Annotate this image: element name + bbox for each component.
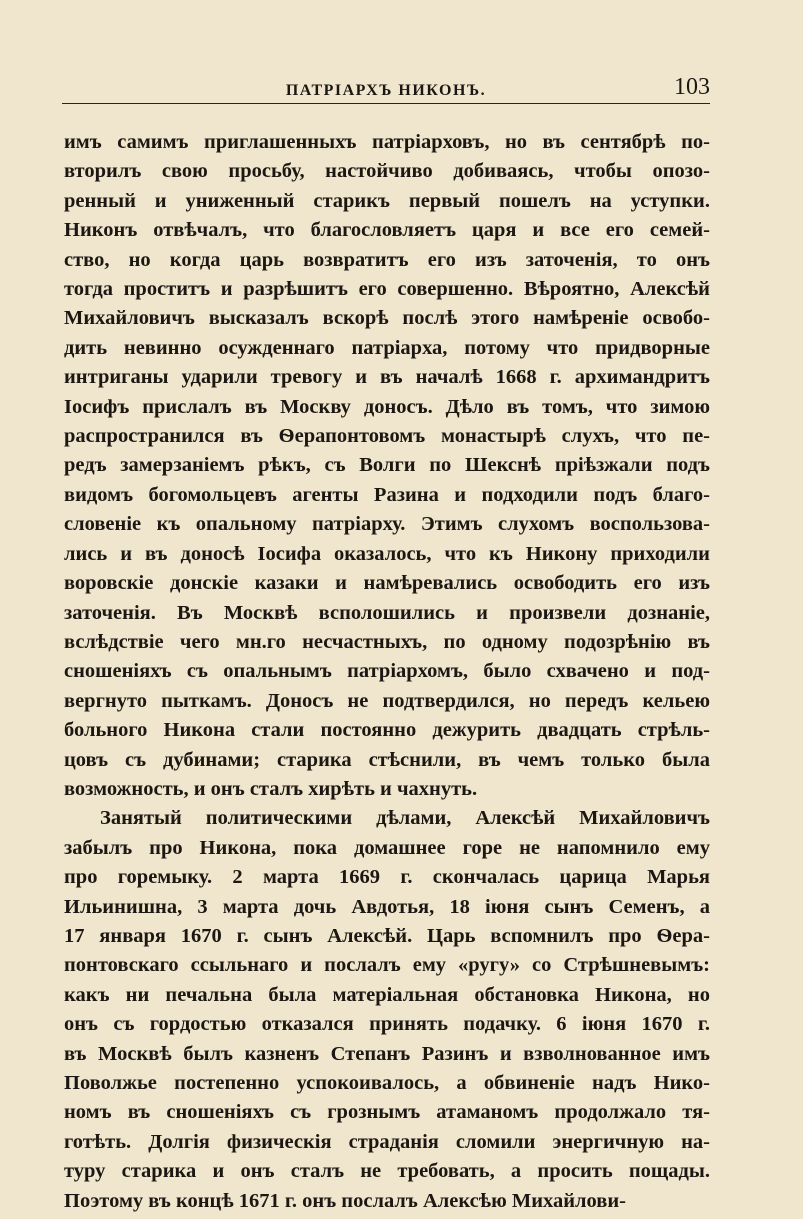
text-line: Поволжье постепенно успокоивалось, а обвиненіе надъ Нико- (64, 1072, 710, 1094)
body-text (64, 128, 710, 1216)
text-line: Іосифъ прислалъ въ Москву доносъ. Дѣло въ томъ, что зимою (64, 395, 710, 418)
text-line: номъ въ сношеніяхъ съ грознымъ атаманомъ продолжало тя- (64, 1101, 710, 1124)
text-line: про горемыку. 2 марта 1669 г. скончалась царица Марья (64, 866, 710, 889)
text-line: распространился въ Ѳерапонтовомъ монастырѣ слухъ, что пе- (64, 425, 710, 448)
text-line: интриганы ударили тревогу и въ началѣ 1668 г. архимандритъ (64, 366, 710, 389)
text-line: ренный и униженный старикъ первый пошелъ на уступки. (64, 189, 710, 212)
text-line: понтовскаго ссыльнаго и послалъ ему «ругу» со Стрѣшневымъ: (64, 954, 710, 977)
text-line: Занятый политическими дѣлами, Алексѣй Михайловичъ (100, 807, 710, 830)
text-line: вслѣдствіе чего мн.го несчастныхъ, по одному подозрѣнію въ (64, 630, 710, 653)
text-line: Поэтому въ концѣ 1671 г. онъ послалъ Алексѣю Михайлови- (64, 1189, 627, 1212)
text-line: 17 января 1670 г. сынъ Алексѣй. Царь вспомнилъ про Ѳера- (64, 924, 710, 947)
paragraph (64, 128, 710, 804)
text-line: тогда проститъ и разрѣшитъ его совершенно. Вѣроятно, Алексѣй (64, 278, 710, 301)
text-line: вторилъ свою просьбу, настойчиво добиваясь, чтобы опозо- (64, 160, 710, 183)
text-line: заточенія. Въ Москвѣ всполошились и произвели дознаніе, (64, 601, 710, 624)
page-header (62, 72, 710, 106)
header-rule (62, 103, 710, 104)
paragraph (64, 804, 710, 1216)
text-line: Никонъ отвѣчалъ, что благословляетъ царя и все его семей- (64, 219, 710, 242)
text-line: редъ замерзаніемъ рѣкъ, съ Волги по Шекснѣ пріѣзжали подъ (64, 454, 710, 477)
text-line: сношеніяхъ съ опальнымъ патріархомъ, было схвачено и под- (64, 660, 710, 683)
text-line: цовъ съ дубинами; старика стѣснили, въ чемъ только была (64, 748, 710, 771)
text-line: какъ ни печальна была матеріальная обстановка Никона, но (64, 983, 710, 1006)
text-line: видомъ богомольцевъ агенты Разина и подходили подъ благо- (64, 483, 710, 506)
text-line: забылъ про Никона, пока домашнее горе не напомнило ему (64, 836, 710, 859)
text-line: лись и въ доносѣ Іосифа оказалось, что къ Никону приходили (64, 542, 710, 565)
text-line: словеніе къ опальному патріарху. Этимъ слухомъ воспользова- (64, 513, 710, 536)
text-line: въ Москвѣ былъ казненъ Степанъ Разинъ и взволнованное имъ (64, 1042, 710, 1065)
text-line: готѣть. Долгія физическія страданія сломили энергичную на- (64, 1130, 710, 1153)
text-line: имъ самимъ приглашенныхъ патріарховъ, но въ сентябрѣ по- (64, 131, 710, 153)
text-line: больного Никона стали постоянно дежурить двадцать стрѣль- (64, 719, 710, 742)
text-line: воровскіе донскіе казаки и намѣревались освободить его изъ (64, 572, 710, 595)
page-number: 103 (674, 74, 710, 100)
text-line: Ильинишна, 3 марта дочь Авдотья, 18 іюня сынъ Семенъ, а (64, 895, 710, 918)
text-line: возможность, и онъ сталъ хирѣть и чахнуть. (64, 777, 478, 800)
running-title: ПАТРІАРХЪ НИКОНЪ. (285, 82, 487, 99)
text-line: вергнуто пыткамъ. Доносъ не подтвердился, но передъ кельею (64, 689, 710, 712)
text-line: Михайловичъ высказалъ вскорѣ послѣ этого намѣреніе освобо- (64, 307, 710, 330)
text-line: ство, но когда царь возвратитъ его изъ заточенія, то онъ (64, 248, 710, 271)
text-line: туру старика и онъ сталъ не требовать, а просить пощады. (64, 1160, 710, 1183)
text-line: дить невинно осужденнаго патріарха, потому что придворные (64, 336, 710, 359)
text-line: онъ съ гордостью отказался принять подачку. 6 іюня 1670 г. (64, 1013, 710, 1036)
